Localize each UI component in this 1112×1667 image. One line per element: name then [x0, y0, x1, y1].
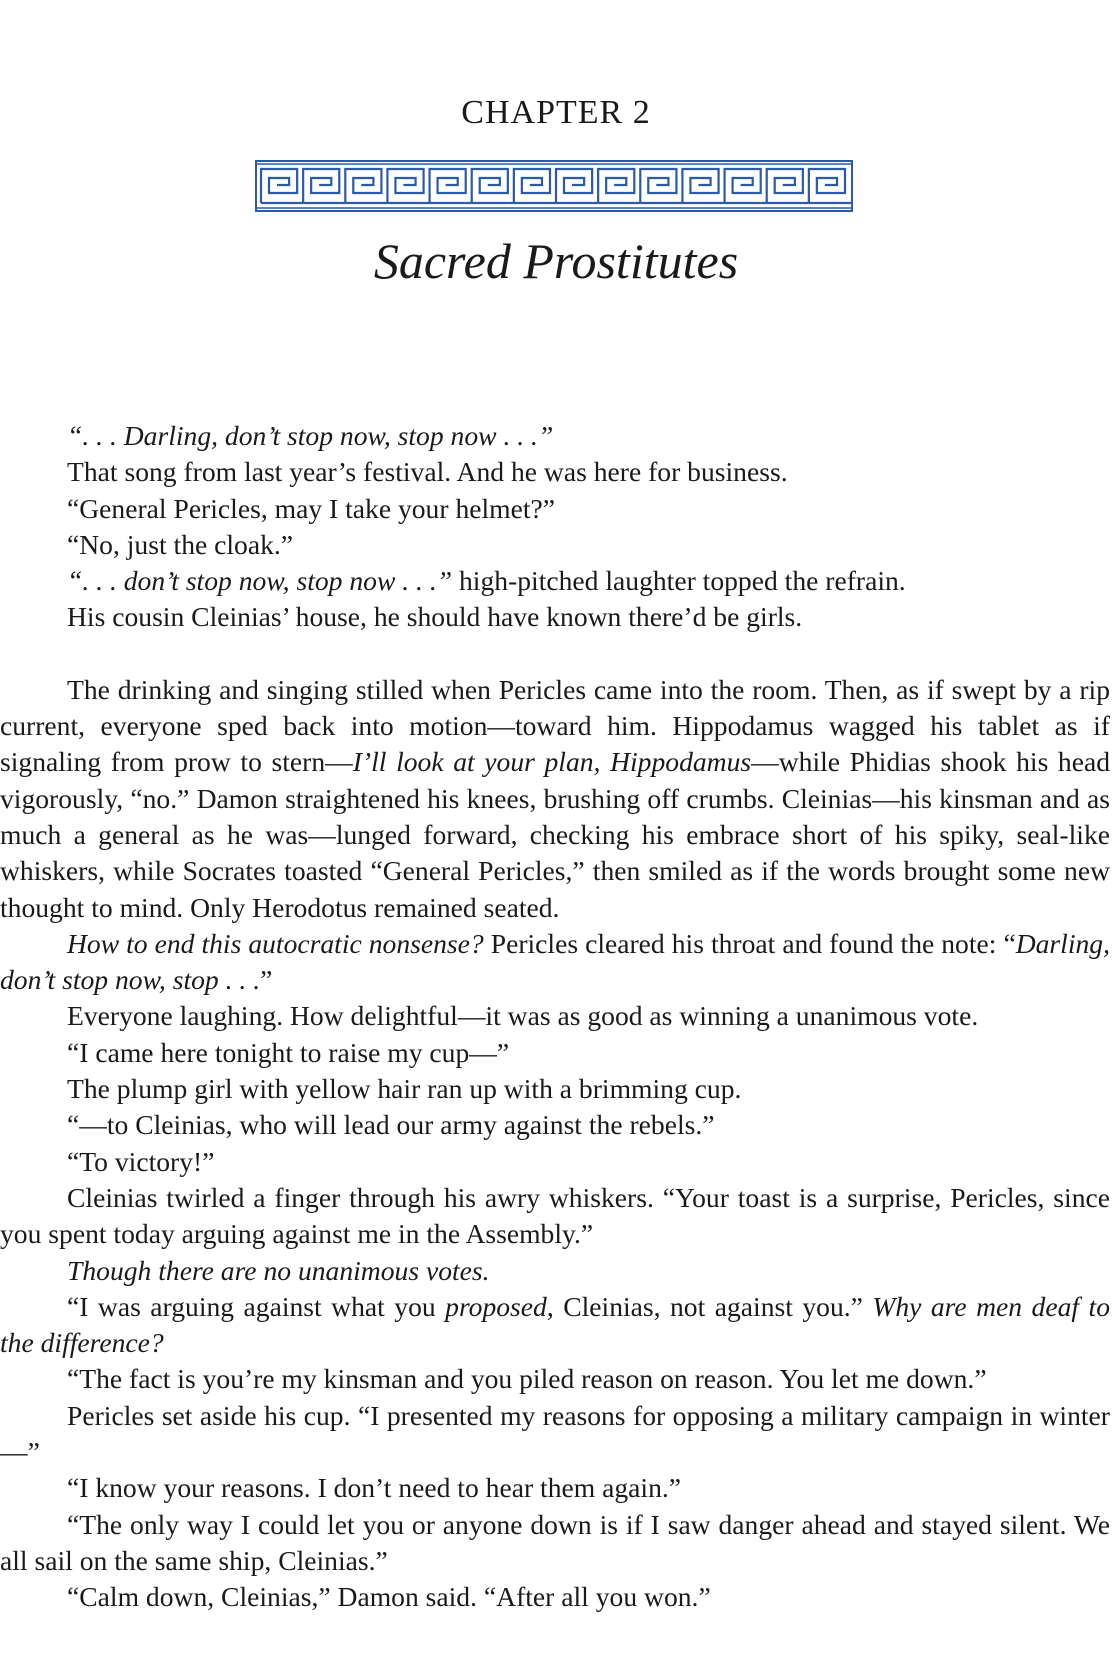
text-run: Pericles cleared his throat and found the note: “: [483, 927, 1016, 959]
paragraph: Everyone laughing. How delightful—it was as good as winning a unanimous vote.: [67, 1000, 979, 1032]
paragraph: The plump girl with yellow hair ran up with a brimming cup.: [67, 1073, 742, 1105]
text-run: high-pitched laughter topped the refrain.: [452, 565, 906, 597]
section-break: [0, 636, 1110, 672]
paragraph: His cousin Cleinias’ house, he should have known there’d be girls.: [67, 601, 803, 633]
paragraph: “General Pericles, may I take your helmet?”: [67, 492, 556, 524]
paragraph: “The fact is you’re my kinsman and you piled reason on reason. You let me down.”: [67, 1363, 987, 1395]
paragraph: “The only way I could let you or anyone down is if I saw danger ahead and stayed silent. We all sail on the same ship, Cleinias.”: [0, 1508, 1110, 1576]
paragraph: “I know your reasons. I don’t need to hear them again.”: [67, 1472, 682, 1504]
italic-text: I’ll look at your plan, Hippodamus: [352, 746, 752, 778]
italic-text: proposed: [445, 1290, 547, 1322]
paragraph: “—to Cleinias, who will lead our army against the rebels.”: [67, 1109, 715, 1141]
text-run: , Cleinias, not against you.”: [546, 1290, 873, 1322]
italic-text: Darling, don’t stop now, stop . . .: [0, 927, 1110, 996]
italic-text: Why are men deaf to the difference?: [0, 1290, 1110, 1359]
paragraph: [0, 563, 1110, 599]
paragraph: [0, 1289, 1110, 1362]
chapter-title: Sacred Prostitutes: [373, 233, 739, 289]
text-run: “I was arguing against what you: [67, 1290, 446, 1322]
paragraph: That song from last year’s festival. And he was here for business.: [67, 456, 788, 488]
paragraph: “To victory!”: [67, 1145, 215, 1177]
paragraph: “I came here tonight to raise my cup—”: [67, 1036, 510, 1068]
paragraph: “No, just the cloak.”: [67, 528, 294, 560]
italic-text: Though there are no unanimous votes.: [67, 1254, 490, 1286]
greek-key-border-icon: [255, 160, 853, 212]
chapter-label: CHAPTER 2: [461, 94, 651, 131]
italic-text: “. . . don’t stop now, stop now . . .”: [67, 565, 453, 597]
italic-text: “. . . Darling, don’t stop now, stop now . . .”: [67, 420, 554, 451]
paragraph: [0, 418, 1110, 454]
paragraph: [0, 672, 1110, 926]
paragraph: [0, 1253, 1110, 1289]
chapter-text: [0, 418, 1110, 1616]
text-run: ”: [260, 964, 273, 996]
text-run: The drinking and singing stilled when Pericles came into the room. Then, as if swept by a rip current, everyone sped back into motion—toward him. Hippodamus wagged his tablet as if signaling from prow to stern—: [0, 673, 1110, 778]
paragraph: Pericles set aside his cup. “I presented my reasons for opposing a military campaign in winter—”: [0, 1399, 1110, 1468]
text-run: —while Phidias shook his head vigorously, “no.” Damon straightened his knees, brushing off crumbs. Cleinias—his kinsman and as much a general as he was—lunged forward, checking his embrace short of his spiky, seal-like whiskers, while Socrates toasted “General Pericles,” then smiled as if the words brought some new thought to mind. Only Herodotus remained seated.: [0, 746, 1111, 923]
italic-text: How to end this autocratic nonsense?: [67, 927, 484, 959]
paragraph: Cleinias twirled a finger through his awry whiskers. “Your toast is a surprise, Pericles, since you spent today arguing against me in the Assembly.”: [0, 1181, 1110, 1250]
paragraph: “Calm down, Cleinias,” Damon said. “After all you won.”: [67, 1581, 711, 1613]
paragraph: [0, 926, 1110, 999]
